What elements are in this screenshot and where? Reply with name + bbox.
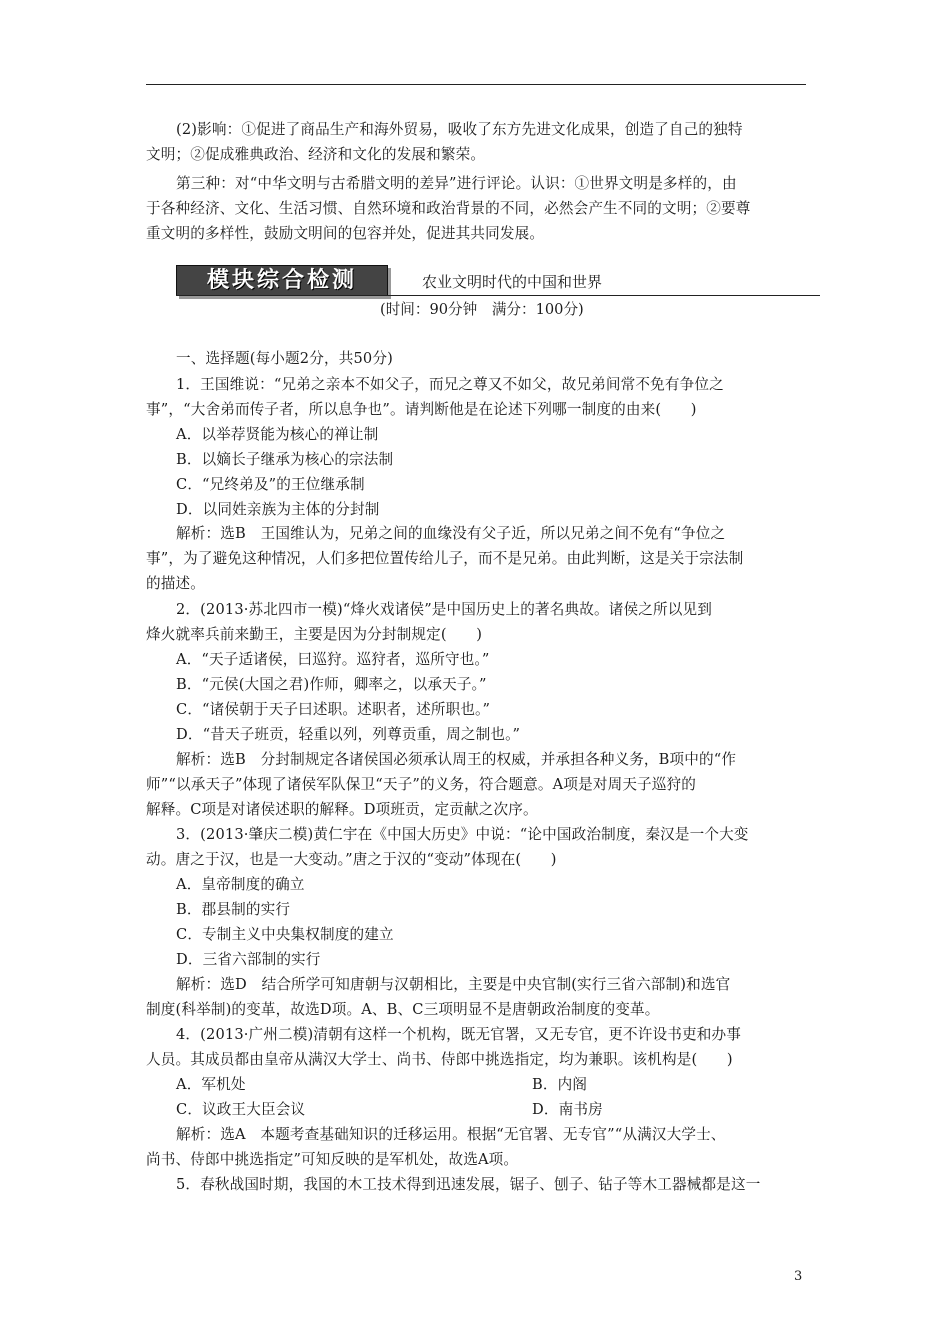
q1-option-c: C．“兄终弟及”的王位继承制 [176,476,365,493]
header-rule [176,295,820,296]
page-number: 3 [794,1269,803,1284]
q4-explanation-2: 尚书、侍郎中挑选指定”可知反映的是军机处，故选A项。 [146,1151,519,1168]
q1-option-b: B．以嫡长子继承为核心的宗法制 [176,451,394,468]
q3-option-a: A．皇帝制度的确立 [176,876,305,893]
q2-explanation-3: 解释。C项是对诸侯述职的解释。D项班贡，定贡献之次序。 [146,801,538,818]
q1-stem-1: 1．王国维说：“兄弟之亲本不如父子，而兄之尊又不如父，故兄弟间常不免有争位之 [176,376,724,393]
q4-stem-2: 人员。其成员都由皇帝从满汉大学士、尚书、侍郎中挑选指定，均为兼职。该机构是( ) [146,1051,733,1068]
q1-explanation-2: 事”，为了避免这种情况，人们多把位置传给儿子，而不是兄弟。由此判断，这是关于宗法制 [146,550,744,567]
q3-option-c: C．专制主义中央集权制度的建立 [176,926,394,943]
q4-option-c: C．议政王大臣会议 [176,1101,306,1118]
module-subtitle: 农业文明时代的中国和世界 [422,273,603,291]
q1-option-a: A．以举荐贤能为核心的禅让制 [176,426,379,443]
module-banner [176,265,388,296]
q4-explanation-1: 解析：选A 本题考查基础知识的迁移运用。根据“无官署、无专官”“从满汉大学士、 [176,1126,726,1143]
q2-option-d: D．“昔天子班贡，轻重以列，列尊贡重，周之制也。” [176,726,521,743]
q3-stem-2: 动。唐之于汉，也是一大变动。”唐之于汉的“变动”体现在( ) [146,851,557,868]
intro-line-3: 第三种：对“中华文明与古希腊文明的差异”进行评论。认识：①世界文明是多样的，由 [176,175,737,192]
q4-option-a: A．军机处 [176,1076,246,1093]
q4-stem-1: 4．(2013·广州二模)清朝有这样一个机构，既无官署，又无专官，更不许设书吏和办事 [176,1026,741,1043]
q3-stem-1: 3．(2013·肇庆二模)黄仁宇在《中国大历史》中说：“论中国政治制度，秦汉是一个大变 [176,826,749,843]
intro-line-4: 于各种经济、文化、生活习惯、自然环境和政治背景的不同，必然会产生不同的文明；②要尊 [146,200,751,217]
q4-option-b: B．内阁 [532,1076,588,1093]
q5-stem-1: 5．春秋战国时期，我国的木工技术得到迅速发展，锯子、刨子、钻子等木工器械都是这一 [176,1176,761,1193]
intro-line-1: (2)影响：①促进了商品生产和海外贸易，吸收了东方先进文化成果，创造了自己的独特 [176,121,743,138]
intro-line-2: 文明；②促成雅典政治、经济和文化的发展和繁荣。 [146,146,486,163]
q1-explanation-1: 解析：选B 王国维认为，兄弟之间的血缘没有父子近，所以兄弟之间不免有“争位之 [176,525,726,542]
q2-option-c: C．“诸侯朝于天子曰述职。述职者，述所职也。” [176,701,491,718]
q2-option-a: A．“天子适诸侯，曰巡狩。巡狩者，巡所守也。” [176,651,490,668]
module-banner-title: 模块综合检测 [206,268,357,293]
q1-option-d: D．以同姓亲族为主体的分封制 [176,501,380,518]
q1-explanation-3: 的描述。 [146,575,205,592]
q2-option-b: B．“元侯(大国之君)作师，卿率之，以承天子。” [176,676,487,693]
section-title: 一、选择题(每小题2分，共50分) [176,350,393,367]
intro-line-5: 重文明的多样性，鼓励文明间的包容并处，促进其共同发展。 [146,225,545,242]
q3-option-d: D．三省六部制的实行 [176,951,321,968]
q3-explanation-2: 制度(科举制)的变革，故选D项。A、B、C三项明显不是唐朝政治制度的变革。 [146,1001,660,1018]
q2-explanation-1: 解析：选B 分封制规定各诸侯国必须承认周王的权威，并承担各种义务，B项中的“作 [176,751,737,768]
q2-explanation-2: 师”“以承天子”体现了诸侯军队保卫“天子”的义务，符合题意。A项是对周天子巡狩的 [146,776,697,793]
q2-stem-1: 2．(2013·苏北四市一模)“烽火戏诸侯”是中国历史上的著名典故。诸侯之所以见到 [176,601,712,618]
q3-option-b: B．郡县制的实行 [176,901,291,918]
top-rule [146,84,806,85]
q1-stem-2: 事”，“大舍弟而传子者，所以息争也”。请判断他是在论述下列哪一制度的由来( ) [146,401,697,418]
time-info: (时间：90分钟 满分：100分) [380,301,584,318]
q4-option-d: D．南书房 [532,1101,603,1118]
q2-stem-2: 烽火就率兵前来勤王，主要是因为分封制规定( ) [146,626,483,643]
q3-explanation-1: 解析：选D 结合所学可知唐朝与汉朝相比，主要是中央官制(实行三省六部制)和选官 [176,976,731,993]
